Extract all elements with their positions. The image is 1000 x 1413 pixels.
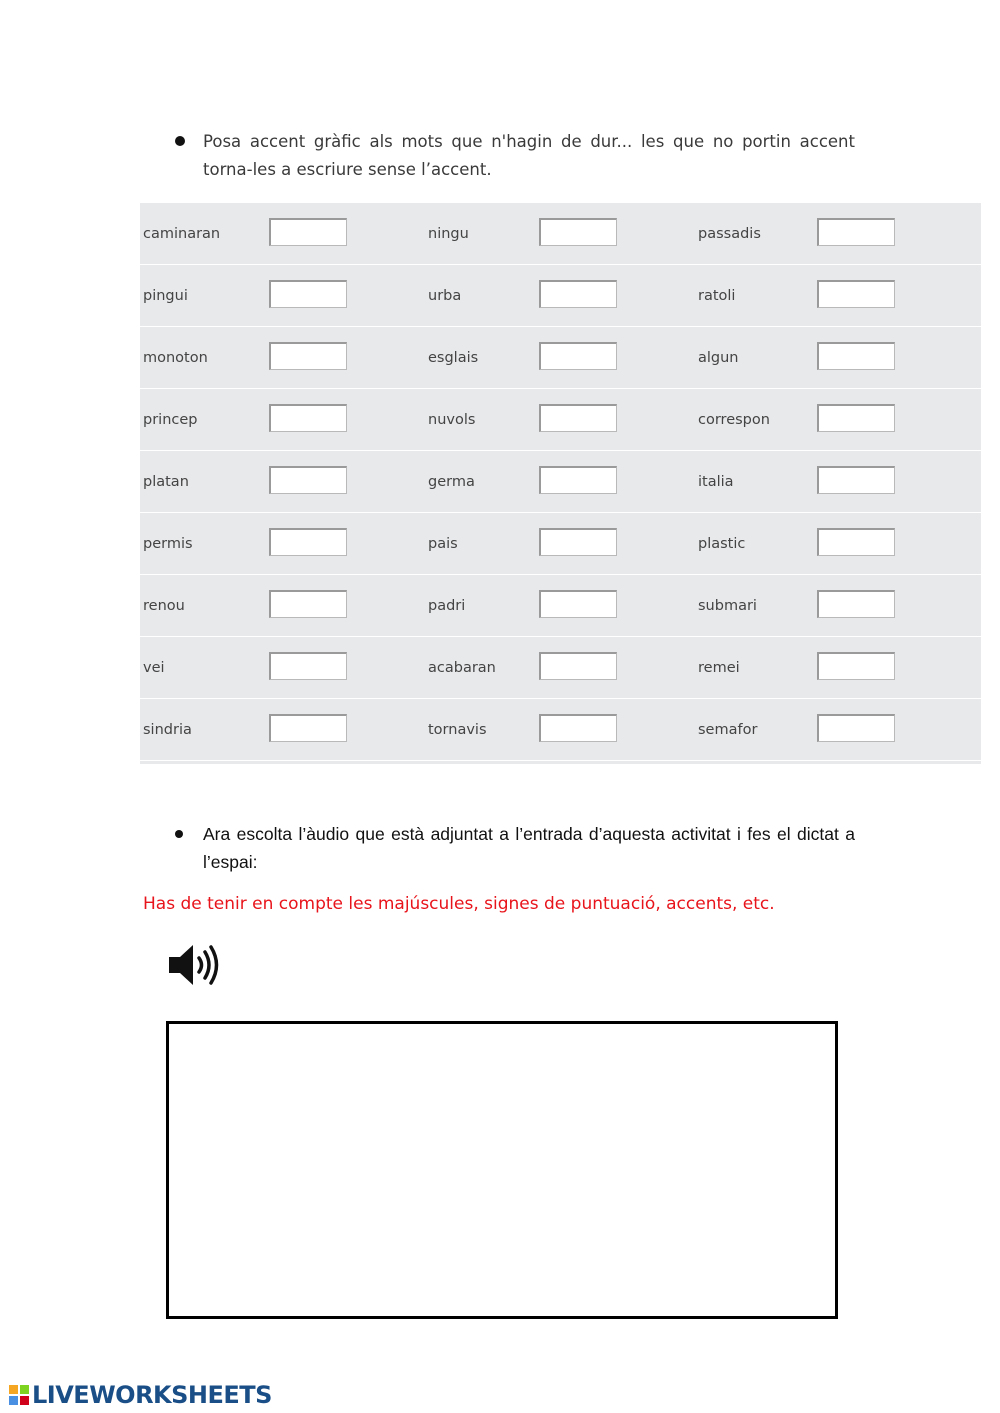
answer-input[interactable]: [817, 528, 895, 556]
answer-input[interactable]: [269, 714, 347, 742]
word-label: nuvols: [428, 412, 476, 428]
answer-input[interactable]: [269, 342, 347, 370]
word-label: vei: [143, 660, 165, 676]
instruction-2-text: Ara escolta l’àudio que està adjuntat a l’entrada d’aquesta activitat i fes el dictat a l’espai:: [203, 824, 855, 872]
answer-input[interactable]: [269, 528, 347, 556]
table-row: [140, 389, 981, 451]
answer-input[interactable]: [539, 466, 617, 494]
word-label: sindria: [143, 722, 192, 738]
word-label: plastic: [698, 536, 746, 552]
table-row: [140, 203, 981, 265]
answer-input[interactable]: [539, 714, 617, 742]
speaker-icon[interactable]: [166, 942, 222, 988]
bullet-icon: [175, 136, 185, 146]
word-label: esglais: [428, 350, 479, 366]
answer-input[interactable]: [817, 466, 895, 494]
answer-input[interactable]: [817, 342, 895, 370]
warning-text: Has de tenir en compte les majúscules, signes de puntuació, accents, etc.: [143, 894, 775, 914]
word-label: pais: [428, 536, 458, 552]
dictation-textarea[interactable]: [166, 1021, 838, 1319]
instruction-1: [175, 128, 865, 188]
brand-name: LIVEWORKSHEETS: [32, 1381, 272, 1409]
instruction-1-text: Posa accent gràfic als mots que n'hagin de dur... les que no portin accent torna-les a escriure sense l’accent.: [203, 132, 855, 179]
table-row: [140, 699, 981, 761]
word-label: padri: [428, 598, 466, 614]
word-label: permis: [143, 536, 193, 552]
answer-input[interactable]: [539, 280, 617, 308]
answer-input[interactable]: [539, 404, 617, 432]
instruction-2: [175, 820, 865, 880]
answer-input[interactable]: [817, 404, 895, 432]
liveworksheets-logo-icon: [8, 1384, 30, 1406]
word-label: princep: [143, 412, 198, 428]
table-row: [140, 327, 981, 389]
table-row: [140, 451, 981, 513]
word-label: correspon: [698, 412, 770, 428]
answer-input[interactable]: [539, 218, 617, 246]
word-label: ratoli: [698, 288, 736, 304]
table-row: [140, 637, 981, 699]
word-label: germa: [428, 474, 475, 490]
answer-input[interactable]: [817, 714, 895, 742]
word-label: ningu: [428, 226, 469, 242]
word-label: urba: [428, 288, 462, 304]
word-label: remei: [698, 660, 740, 676]
answer-input[interactable]: [539, 652, 617, 680]
answer-input[interactable]: [269, 652, 347, 680]
bullet-icon: [175, 830, 183, 838]
answer-input[interactable]: [539, 590, 617, 618]
word-label: monoton: [143, 350, 208, 366]
word-label: submari: [698, 598, 757, 614]
word-label: tornavis: [428, 722, 487, 738]
answer-input[interactable]: [817, 218, 895, 246]
answer-input[interactable]: [269, 466, 347, 494]
answer-input[interactable]: [817, 590, 895, 618]
word-label: semafor: [698, 722, 758, 738]
answer-input[interactable]: [817, 280, 895, 308]
word-label: italia: [698, 474, 734, 490]
word-label: acabaran: [428, 660, 496, 676]
accent-exercise-table: [140, 203, 981, 764]
word-label: renou: [143, 598, 185, 614]
answer-input[interactable]: [269, 590, 347, 618]
answer-input[interactable]: [817, 652, 895, 680]
answer-input[interactable]: [269, 218, 347, 246]
table-row: [140, 513, 981, 575]
answer-input[interactable]: [269, 280, 347, 308]
answer-input[interactable]: [269, 404, 347, 432]
liveworksheets-brand: [8, 1380, 272, 1410]
word-label: pingui: [143, 288, 188, 304]
word-label: caminaran: [143, 226, 221, 242]
table-row: [140, 265, 981, 327]
word-label: algun: [698, 350, 739, 366]
answer-input[interactable]: [539, 342, 617, 370]
word-label: passadis: [698, 226, 761, 242]
answer-input[interactable]: [539, 528, 617, 556]
table-row: [140, 575, 981, 637]
word-label: platan: [143, 474, 189, 490]
